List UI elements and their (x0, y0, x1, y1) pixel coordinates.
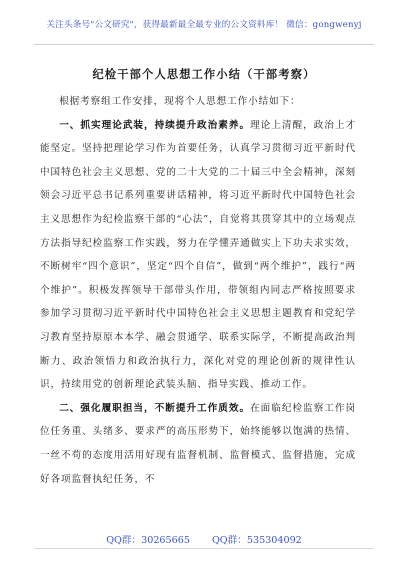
document-title: 纪检干部个人思想工作小结（干部考察） (92, 67, 316, 81)
section-2-body: 在面临纪检监察工作岗位任务重、头绪多、要求严的高压形势下，始终能够以饱满的热情、一丝不苟的态度用活用好现有监督机制、监督模式、监督措施，完成好各项监督执纪任务，不 (40, 402, 357, 485)
section-1-paragraph (40, 114, 356, 397)
section-1-body: 理论上清醒，政治上才能坚定。坚持把理论学习作为首要任务，认真学习贯彻习近平新时代中国特色社会主义思想、党的二十大党的二十届三中全会精神，深刻领会习近平总书记系列重要讲话精神，将习近平新时代中国特色社会主义思想作为纪检监察干部的“心法”，自觉将其贯穿其中的立场观点方法指导纪检监察工作实践，努力在学懂弄通做实上下功夫求实效，不断树牢“四个意识”，坚定“四个自信”，做到“两个维护”，践行“两个维护”。积极发挥领导干部带头作用，带领组内同志严格按照要求参加学习贯彻习近平新时代中国特色社会主义思想主题教育和党纪学习教育坚持原原本本学、融会贯通学、联系实际学，不断提高政治判断力、政治领悟力和政治执行力，深化对党的理论创新的规律性认识，持续用党的创新理论武装头脑、指导实践、推动工作。 (40, 119, 357, 391)
section-1-heading: 一、抓实理论武装，持续提升政治素养。 (59, 119, 251, 131)
document-body (40, 90, 356, 491)
section-2-heading: 二、强化履职担当，不断提升工作质效。 (59, 402, 251, 414)
footer (0, 532, 408, 546)
header-banner: 关注头条号"公文研究"，获得最新最全最专业的公文资料库！ 微信：gongwenyj (46, 20, 362, 30)
intro-paragraph: 根据考察组工作安排，现将个人思想工作小结如下： (59, 96, 301, 107)
footer-qq-group-2: QQ群：535304092 (211, 535, 302, 546)
footer-divider (34, 548, 374, 549)
footer-qq-group-1: QQ群：30265665 (106, 535, 190, 546)
section-2-paragraph (40, 397, 356, 491)
header-divider (34, 44, 374, 45)
